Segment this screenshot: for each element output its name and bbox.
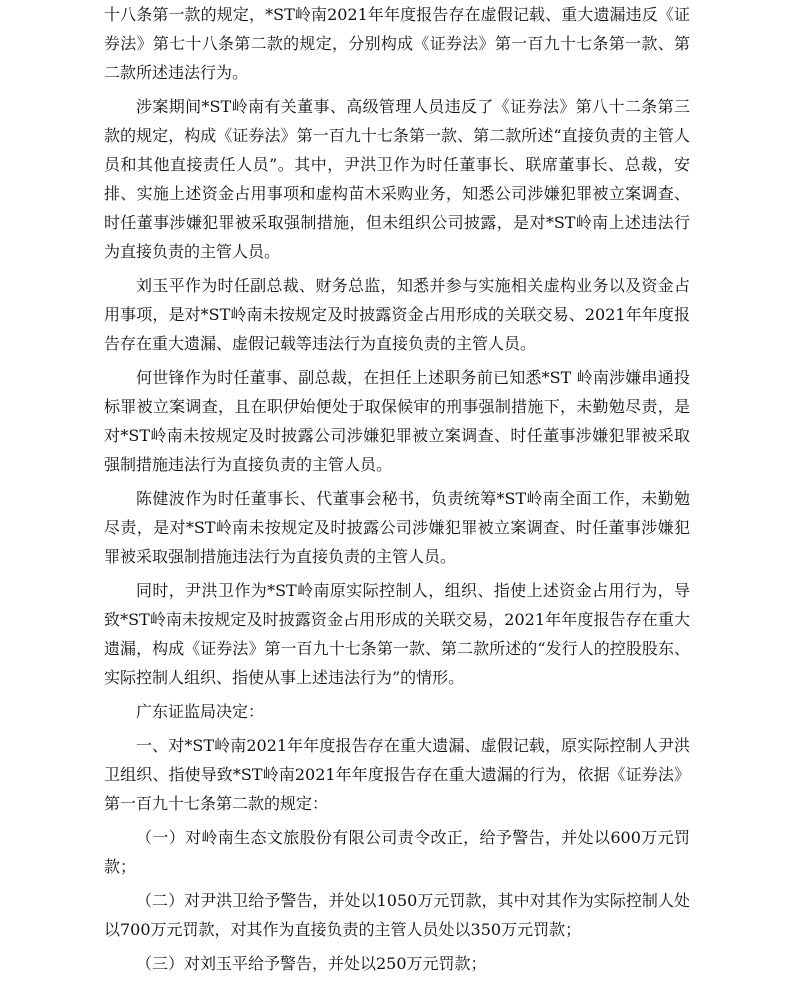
paragraph-actual-controller: 同时，尹洪卫作为*ST岭南原实际控制人，组织、指使上述资金占用行为，导致*ST岭南未按规定及时披露资金占用形成的关联交易，2021年年度报告存在重大遗漏，构成《证券法》第一百九十七条第一款、第二款所述的“发行人的控股股东、实际控制人组织、指使从事上述违法行为”的情形。 xyxy=(104,581,690,687)
paragraph-decision-item-1: 一、对*ST岭南2021年年度报告存在重大遗漏、虚假记载，原实际控制人尹洪卫组织、指使导致*ST岭南2021年年度报告存在重大遗漏的行为，依据《证券法》第一百九十七条第二款的规定： xyxy=(104,736,690,813)
paragraph-chen-jianbo: 陈健波作为时任董事长、代董事会秘书，负责统筹*ST岭南全面工作，未勤勉尽责，是对*ST岭南未按规定及时披露公司涉嫌犯罪被立案调查、时任董事涉嫌犯罪被采取强制措施违法行为直接负责的主管人员。 xyxy=(104,489,690,566)
document-body xyxy=(104,0,690,983)
paragraph-decision-heading: 广东证监局决定： xyxy=(136,702,265,721)
paragraph-he-shifeng: 何世锋作为时任董事、副总裁，在担任上述职务前已知悉*ST 岭南涉嫌串通投标罪被立案调查，且在职伊始便处于取保候审的刑事强制措施下，未勤勉尽责，是对*ST岭南未按规定及时披露公司涉嫌犯罪被立案调查、时任董事涉嫌犯罪被采取强制措施违法行为直接负责的主管人员。 xyxy=(104,368,690,474)
paragraph-penalty-liu-yuping: （三）对刘玉平给予警告，并处以250万元罚款； xyxy=(136,954,487,973)
paragraph-penalty-company: （一）对岭南生态文旅股份有限公司责令改正，给予警告，并处以600万元罚款； xyxy=(104,828,690,876)
paragraph-penalty-yin-hongwei: （二）对尹洪卫给予警告，并处以1050万元罚款，其中对其作为实际控制人处以700万元罚款，对其作为直接负责的主管人员处以350万元罚款； xyxy=(104,891,690,939)
paragraph-violation-conclusion: 十八条第一款的规定，*ST岭南2021年年度报告存在虚假记载、重大遗漏违反《证券法》第七十八条第二款的规定，分别构成《证券法》第一百九十七条第一款、第二款所述违法行为。 xyxy=(104,5,690,82)
paragraph-liu-yuping: 刘玉平作为时任副总裁、财务总监，知悉并参与实施相关虚构业务以及资金占用事项，是对*ST岭南未按规定及时披露资金占用形成的关联交易、2021年年度报告存在重大遗漏、虚假记载等违法行为直接负责的主管人员。 xyxy=(104,276,690,353)
paragraph-responsible-officers: 涉案期间*ST岭南有关董事、高级管理人员违反了《证券法》第八十二条第三款的规定，构成《证券法》第一百九十七条第一款、第二款所述“直接负责的主管人员和其他直接责任人员”。其中，尹洪卫作为时任董事长、联席董事长、总裁，安排、实施上述资金占用事项和虚构苗木采购业务，知悉公司涉嫌犯罪被立案调查、时任董事涉嫌犯罪被采取强制措施，但未组织公司披露，是对*ST岭南上述违法行为直接负责的主管人员。 xyxy=(104,97,690,261)
